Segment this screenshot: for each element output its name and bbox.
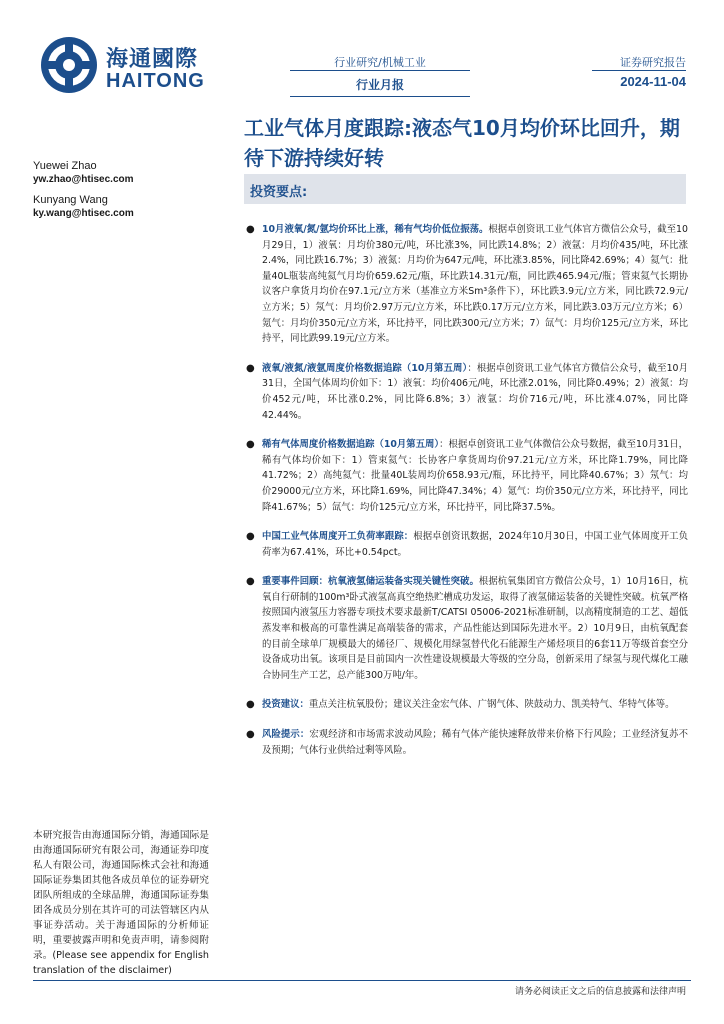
footer-divider: [33, 980, 691, 981]
key-point: [246, 727, 688, 758]
key-points-list: [246, 222, 688, 758]
key-point-lead: 风险提示：: [262, 729, 310, 741]
logo-text-cn: 海通國際: [106, 47, 199, 72]
haitong-logo-mark-icon: [40, 36, 98, 94]
key-point-text: 重点关注杭氧股份；建议关注金宏气体、广钢气体、陕鼓动力、凯美特气、华特气体等。: [308, 699, 675, 711]
key-point-lead: 液氧/液氮/液氩周度价格数据追踪（10月第五周）: [262, 362, 468, 374]
key-point-text: 根据卓创资讯工业气体官方微信公众号，截至10月29日，1）液氧：月均价380元/吨，环比涨3%，同比跌14.8%；2）液氩：月均价435/吨，环比涨2.4%，同比跌16.7%；3）液氮：月均价为647元/吨，环比涨3.85%，同比降42.69%；4）氦气：批量40L瓶装高纯氦气月均价659.62元/瓶，环比跌14.31元/瓶，同比跌465.94元/瓶；管束氦气长期协议客户拿货月均价在97.1元/立方米（基准立方米Sm³条件下），环比跌3.9元/立方米，同比跌72.9元/立方米；5）氖气：月均价2.97万元/立方米，环比跌0.17万元/立方米，同比跌3.03万元/立方米；6）氪气：月均价350元/立方米，环比持平，同比跌300元/立方米；7）氙气：月均价125元/立方米，环比持平，同比跌99.19元/立方米。: [262, 224, 688, 345]
report-date: 2024-11-04: [620, 74, 686, 89]
key-point-lead: 10月液氧/氮/氩均价环比上涨，稀有气均价低位振荡。: [262, 224, 489, 235]
key-point-lead: 中国工业气体周度开工负荷率跟踪：: [262, 531, 414, 543]
key-point: [246, 361, 688, 423]
logo-text-en: HAITONG: [106, 70, 205, 92]
section-header: [244, 174, 686, 204]
header-divider-mid-bottom: [290, 96, 470, 97]
key-point-lead: 重要事件回顾：杭氧液氢储运装备实现关键性突破。: [262, 576, 479, 588]
bullet-dot-icon: ●: [246, 729, 255, 741]
key-point-text: 宏观经济和市场需求波动风险；稀有气体产能快速释放带来价格下行风险；工业经济复苏不及预期；气体行业供给过剩等风险。: [262, 729, 688, 756]
footer-notice: 请务必阅读正文之后的信息披露和法律声明: [514, 987, 686, 997]
key-point-lead: 稀有气体周度价格数据追踪（10月第五周）: [262, 439, 440, 451]
report-type: 行业月报: [355, 78, 404, 92]
header-divider-right: [592, 70, 686, 71]
bullet-dot-icon: ●: [246, 362, 255, 374]
key-point: [246, 574, 688, 683]
key-point-text: ：根据卓创资讯工业气体微信公众号数据，截至10月31日，稀有气体均价如下：1）管束氦气：长协客户拿货周均价97.21元/立方米，环比降1.79%，同比降41.72%；2）高纯氦气：批量40L装周均价658.93元/瓶，环比持平，同比降40.67%；3）氖气：均价29000元/立方米，环比降1.69%，同比降47.34%；4）氪气：均价350元/立方米，环比持平，同比降41.67%；5）氙气：均价125元/立方米，环比持平，同比降37.5%。: [262, 439, 688, 513]
bullet-dot-icon: ●: [246, 224, 255, 235]
disclaimer: 本研究报告由海通国际分销，海通国际是由海通国际研究有限公司，海通证券印度私人有限公司，海通国际株式会社和海通国际证券集团其他各成员单位的证券研究团队所组成的全球品牌，海通国际证券集团各成员分别在其许可的司法管辖区内从事证券活动。关于海通国际的分析师证明，重要披露声明和免责声明，请参阅附录。(Please see appendix for English translation of the disclaimer): [33, 830, 209, 976]
author-name: Yuewei Zhao: [33, 160, 97, 172]
bullet-dot-icon: ●: [246, 576, 255, 588]
author-1: [33, 159, 134, 187]
section-title: 投资要点:: [250, 185, 308, 200]
key-point: [246, 222, 688, 347]
author-2: [33, 193, 134, 221]
author-name: Kunyang Wang: [33, 194, 108, 206]
author-email: yw.zhao@htisec.com: [33, 174, 134, 185]
header-divider-mid: [290, 70, 470, 71]
bullet-dot-icon: ●: [246, 439, 255, 451]
author-email: ky.wang@htisec.com: [33, 208, 134, 219]
report-category: 行业研究/机械工业: [334, 56, 426, 69]
report-label: 证券研究报告: [620, 56, 686, 69]
key-point-lead: 投资建议：: [262, 699, 309, 711]
key-point-text: 根据杭氧集团官方微信公众号，1）10月16日，杭氧自行研制的100m³卧式液氢高真空绝热贮槽成功发运，取得了液氢储运装备的关键性突破。杭氧严格按照国内液氢压力容器专项技术要求最新T/CATSI 05006-2021标准研制，以高精度制造的工艺、超低蒸发率和极高的可靠性满足高端装备的需求，产品性能达到国际先进水平。2）10月9日，由杭氧配套的目前全球单厂规模最大的烯径厂、规模化用绿氢替代化石能源生产烯烃项目的6套11万等级首套空分设备成功出氧。该项目是目前国内一次性建设规模最大等级的空分岛，创新采用了绿氢与现代煤化工融合协同生产工艺，总产能300万吨/年。: [262, 576, 688, 681]
report-title: 工业气体月度跟踪:液态气10月均价环比回升，期待下游持续好转: [244, 116, 680, 170]
bullet-dot-icon: ●: [246, 699, 255, 711]
key-point-text: ：根据卓创资讯工业气体官方微信公众号，截至10月31日，全国气体周均价如下：1）液氧：均价406元/吨，环比涨2.01%，同比降0.49%；2）液氮：均价452元/吨，环比涨0.2%，同比降6.8%；3）液氩：均价716元/吨，环比涨4.07%，同比降42.44%。: [262, 362, 689, 421]
haitong-logo: [40, 36, 218, 96]
key-point: [246, 697, 688, 713]
key-point: [246, 437, 688, 515]
bullet-dot-icon: ●: [246, 531, 255, 543]
report-meta: [620, 54, 686, 89]
key-point: [246, 529, 688, 560]
key-point-text: 根据卓创资讯数据，2024年10月30日，中国工业气体周度开工负荷率为67.41%，环比+0.54pct。: [262, 531, 688, 558]
